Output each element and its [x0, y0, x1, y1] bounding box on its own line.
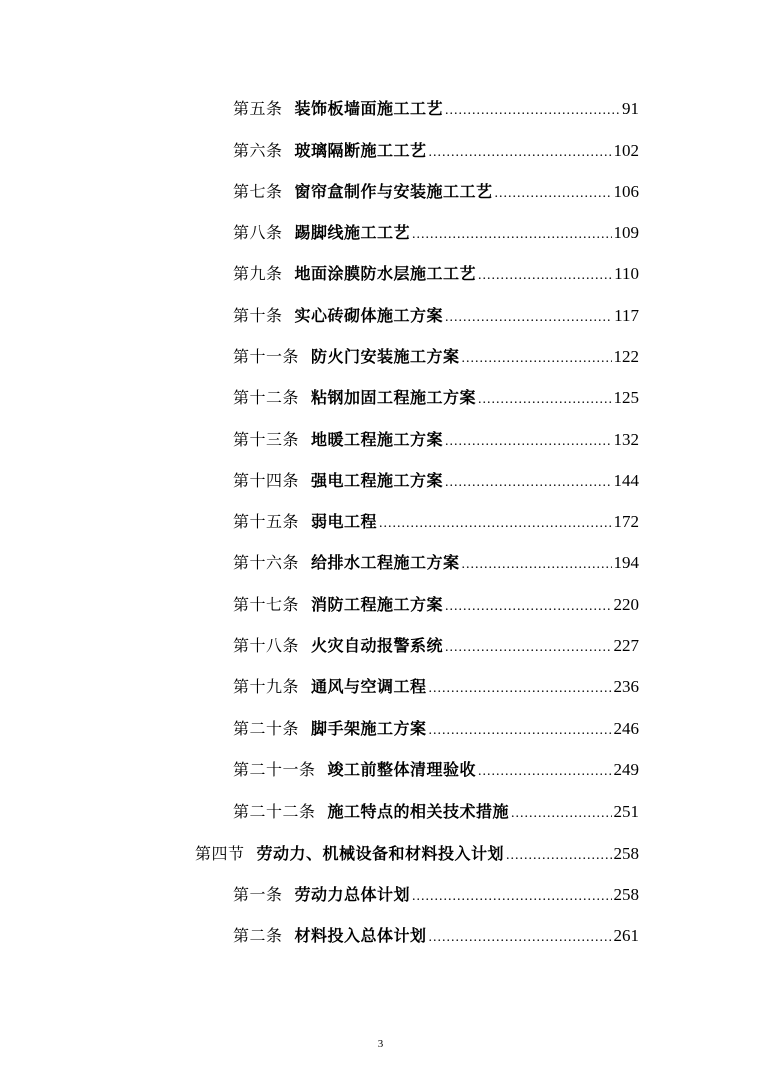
toc-entry-title: 材料投入总体计划: [294, 926, 427, 945]
toc-entry[interactable]: [233, 136, 639, 166]
toc-entry-title: 地面涂膜防水层施工工艺: [294, 264, 477, 283]
toc-entry-page: 122: [613, 347, 639, 366]
toc-leader-dots: [429, 923, 612, 953]
toc-leader-dots: [445, 633, 611, 663]
toc-entry-title: 脚手架施工方案: [311, 719, 427, 738]
toc-entry-page: 261: [613, 926, 639, 945]
toc-entry-page: 117: [614, 306, 639, 325]
toc-leader-dots: [412, 882, 611, 912]
toc-entry[interactable]: [233, 590, 639, 620]
toc-entry[interactable]: [233, 507, 639, 537]
toc-entry-number: 第二条: [233, 926, 283, 945]
toc-entry-number: 第十九条: [233, 677, 300, 696]
toc-leader-dots: [445, 468, 611, 498]
toc-entry-number: 第十一条: [233, 347, 300, 366]
toc-entry-title: 粘钢加固工程施工方案: [311, 388, 477, 407]
toc-entry[interactable]: [233, 425, 639, 455]
toc-leader-dots: [412, 220, 611, 250]
toc-entry-page: 102: [613, 141, 639, 160]
toc-entry-number: 第十八条: [233, 636, 300, 655]
toc-entry-number: 第二十一条: [233, 760, 316, 779]
toc-section-page: 258: [613, 844, 639, 863]
toc-entry-title: 踢脚线施工工艺: [294, 223, 411, 242]
toc-section-title: 劳动力、机械设备和材料投入计划: [256, 844, 505, 863]
toc-leader-dots: [462, 344, 612, 374]
toc-entry[interactable]: [233, 466, 639, 496]
toc-entry-title: 消防工程施工方案: [311, 595, 444, 614]
toc-leader-dots: [445, 303, 612, 333]
toc-entry-number: 第十五条: [233, 512, 300, 531]
toc-leader-dots: [429, 138, 612, 168]
toc-entry-number: 第一条: [233, 885, 283, 904]
toc-entry-number: 第十条: [233, 306, 283, 325]
toc-leader-dots: [379, 509, 611, 539]
toc-entry-page: 109: [613, 223, 639, 242]
toc-leader-dots: [445, 592, 611, 622]
toc-entry-number: 第六条: [233, 141, 283, 160]
toc-leader-dots: [506, 841, 611, 871]
toc-entry-number: 第十三条: [233, 430, 300, 449]
toc-entry[interactable]: [233, 755, 639, 785]
toc-entry-number: 第七条: [233, 182, 283, 201]
toc-entry[interactable]: [233, 218, 639, 248]
toc-leader-dots: [478, 385, 611, 415]
toc-leader-dots: [511, 799, 611, 829]
toc-entry-title: 强电工程施工方案: [311, 471, 444, 490]
toc-entry-title: 玻璃隔断施工工艺: [294, 141, 427, 160]
toc-entry-page: 236: [613, 677, 639, 696]
toc-entry-title: 窗帘盒制作与安装施工工艺: [294, 182, 493, 201]
toc-entry-number: 第五条: [233, 99, 283, 118]
toc-entry[interactable]: [233, 631, 639, 661]
toc-entry-title: 装饰板墙面施工工艺: [294, 99, 444, 118]
toc-entry-title: 施工特点的相关技术措施: [327, 802, 510, 821]
toc-entry[interactable]: [233, 383, 639, 413]
toc-entry[interactable]: [233, 259, 639, 289]
page-number: 3: [377, 1038, 384, 1050]
toc-leader-dots: [478, 261, 612, 291]
toc-entry-page: 220: [613, 595, 639, 614]
toc-entry[interactable]: [233, 177, 639, 207]
toc-entry-page: 106: [613, 182, 639, 201]
toc-leader-dots: [478, 757, 611, 787]
toc-entry[interactable]: [233, 342, 639, 372]
toc-entry-title: 防火门安装施工方案: [311, 347, 460, 366]
toc-entry-number: 第十六条: [233, 553, 300, 572]
toc-entry[interactable]: [233, 672, 639, 702]
toc-entry-title: 实心砖砌体施工方案: [294, 306, 444, 325]
toc-leader-dots: [445, 427, 611, 457]
toc-entry-title: 通风与空调工程: [311, 677, 427, 696]
toc-entry[interactable]: [233, 301, 639, 331]
toc-entry-title: 火灾自动报警系统: [311, 636, 444, 655]
toc-leader-dots: [429, 716, 612, 746]
toc-entry-page: 144: [613, 471, 639, 490]
toc-entry-number: 第二十二条: [233, 802, 316, 821]
toc-leader-dots: [429, 674, 612, 704]
toc-entry-page: 258: [613, 885, 639, 904]
toc-entry-page: 132: [613, 430, 639, 449]
toc-entry-title: 地暖工程施工方案: [311, 430, 444, 449]
toc-section-number: 第四节: [195, 844, 245, 863]
toc-entry-number: 第八条: [233, 223, 283, 242]
toc-entry-number: 第二十条: [233, 719, 300, 738]
toc-entry-page: 227: [613, 636, 639, 655]
toc-entry-number: 第十二条: [233, 388, 300, 407]
toc-entry-title: 劳动力总体计划: [294, 885, 411, 904]
toc-entry-page: 249: [613, 760, 639, 779]
toc-entry-title: 弱电工程: [311, 512, 378, 531]
toc-entry[interactable]: [233, 548, 639, 578]
toc-entry-title: 给排水工程施工方案: [311, 553, 460, 572]
toc-entry-page: 251: [613, 802, 639, 821]
toc-entry-page: 125: [613, 388, 639, 407]
toc-entry-page: 172: [613, 512, 639, 531]
toc-leader-dots: [495, 179, 612, 209]
toc-entry-page: 110: [614, 264, 639, 283]
toc-entry-number: 第九条: [233, 264, 283, 283]
toc-entry[interactable]: [233, 714, 639, 744]
toc-entry-number: 第十七条: [233, 595, 300, 614]
toc-entry[interactable]: [233, 921, 639, 951]
toc-entry[interactable]: [233, 94, 639, 124]
toc-section-entry[interactable]: [195, 839, 639, 869]
toc-entry[interactable]: [233, 880, 639, 910]
toc-entry-page: 246: [613, 719, 639, 738]
toc-entry-title: 竣工前整体清理验收: [327, 760, 477, 779]
toc-entry-page: 194: [613, 553, 639, 572]
toc-entry-page: 91: [622, 99, 639, 118]
toc-entry-number: 第十四条: [233, 471, 300, 490]
toc-entry[interactable]: [233, 797, 639, 827]
toc-leader-dots: [445, 96, 620, 126]
toc-leader-dots: [462, 550, 612, 580]
